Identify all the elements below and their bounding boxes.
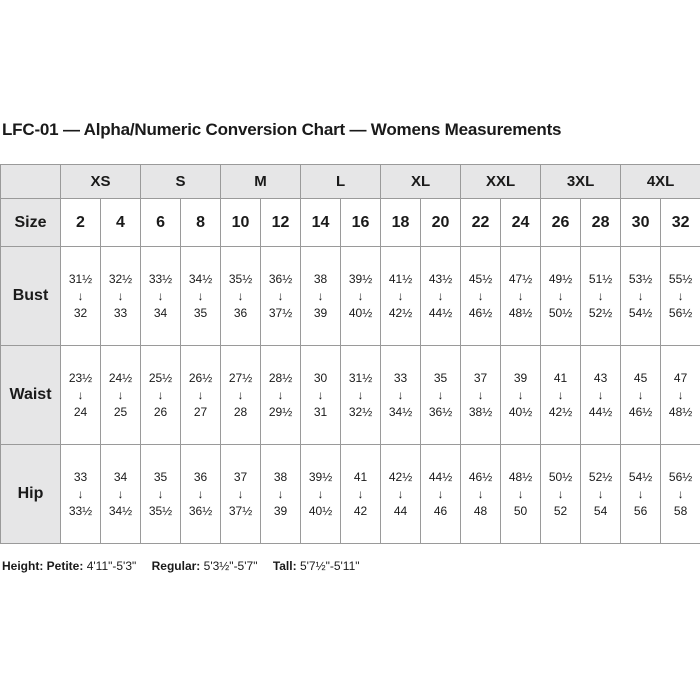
measurement-from: 49½: [548, 271, 573, 286]
measurement-cell: [661, 247, 700, 346]
measurement-to: 32½: [348, 404, 373, 419]
numeric-size-cell: 8: [181, 199, 221, 247]
arrow-down-icon: ↓: [117, 486, 124, 501]
measurement-from: 55½: [668, 271, 693, 286]
measurement-from: 35½: [228, 271, 253, 286]
measurement-from: 33: [393, 370, 408, 385]
numeric-size-cell: 4: [101, 199, 141, 247]
arrow-down-icon: ↓: [397, 486, 404, 501]
measurement-from: 34: [113, 469, 128, 484]
numeric-size-cell: 10: [221, 199, 261, 247]
measurement-to: 42: [353, 503, 368, 518]
numeric-size-cell: 12: [261, 199, 301, 247]
measurement-cell: [381, 445, 421, 544]
measurement-from: 35: [433, 370, 448, 385]
measurement-cell: [101, 247, 141, 346]
measurement-to: 42½: [388, 305, 413, 320]
measurement-cell: [541, 247, 581, 346]
measurement-cell: [421, 346, 461, 445]
numeric-size-cell: 16: [341, 199, 381, 247]
measurement-cell: [261, 247, 301, 346]
alpha-size-header: 4XL: [621, 165, 700, 199]
measurement-from: 28½: [268, 370, 293, 385]
numeric-size-cell: 22: [461, 199, 501, 247]
measurement-from: 45: [633, 370, 648, 385]
measurement-cell: [341, 445, 381, 544]
measurement-cell: [341, 346, 381, 445]
numeric-size-cell: 24: [501, 199, 541, 247]
measurement-to: 58: [673, 503, 688, 518]
measurement-to: 40½: [348, 305, 373, 320]
measurement-from: 38: [273, 469, 288, 484]
measurement-to: 34: [153, 305, 168, 320]
measurement-to: 52: [553, 503, 568, 518]
arrow-down-icon: ↓: [637, 486, 644, 501]
measurement-from: 37: [233, 469, 248, 484]
arrow-down-icon: ↓: [357, 288, 364, 303]
measurement-to: 54½: [628, 305, 653, 320]
measurement-to: 32: [73, 305, 88, 320]
petite-value: 4'11"-5'3": [86, 559, 137, 573]
measurement-cell: [381, 346, 421, 445]
measurement-to: 48½: [668, 404, 693, 419]
measurement-to: 39: [273, 503, 288, 518]
measurement-cell: [61, 445, 101, 544]
arrow-down-icon: ↓: [397, 387, 404, 402]
measurement-cell: [461, 445, 501, 544]
measurement-from: 36½: [268, 271, 293, 286]
measurement-from: 26½: [188, 370, 213, 385]
measurement-cell: [261, 445, 301, 544]
measurement-cell: [61, 247, 101, 346]
measurement-from: 24½: [108, 370, 133, 385]
measurement-from: 39: [513, 370, 528, 385]
measurement-cell: [381, 247, 421, 346]
measurement-cell: [581, 247, 621, 346]
measurement-row-hip: [1, 445, 700, 544]
measurement-to: 31: [313, 404, 328, 419]
measurement-from: 34½: [188, 271, 213, 286]
arrow-down-icon: ↓: [517, 486, 524, 501]
measurement-to: 46½: [468, 305, 493, 320]
measurement-from: 42½: [388, 469, 413, 484]
measurement-to: 27: [193, 404, 208, 419]
arrow-down-icon: ↓: [157, 486, 164, 501]
measurement-cell: [141, 247, 181, 346]
measurement-cell: [301, 445, 341, 544]
measurement-cell: [341, 247, 381, 346]
regular-label: Regular:: [151, 559, 201, 573]
measurement-from: 25½: [148, 370, 173, 385]
tall-value: 5'7½"-5'11": [299, 559, 360, 573]
arrow-down-icon: ↓: [357, 486, 364, 501]
measurement-cell: [501, 445, 541, 544]
arrow-down-icon: ↓: [197, 387, 204, 402]
arrow-down-icon: ↓: [157, 288, 164, 303]
arrow-down-icon: ↓: [277, 387, 284, 402]
alpha-size-row: [1, 165, 700, 199]
arrow-down-icon: ↓: [77, 486, 84, 501]
measurement-from: 27½: [228, 370, 253, 385]
measurement-from: 51½: [588, 271, 613, 286]
measurement-from: 33: [73, 469, 88, 484]
measurement-from: 43: [593, 370, 608, 385]
measurement-to: 26: [153, 404, 168, 419]
arrow-down-icon: ↓: [597, 387, 604, 402]
measurement-cell: [181, 346, 221, 445]
measurement-cell: [101, 346, 141, 445]
measurement-from: 36: [193, 469, 208, 484]
measurement-from: 47½: [508, 271, 533, 286]
arrow-down-icon: ↓: [237, 288, 244, 303]
arrow-down-icon: ↓: [237, 387, 244, 402]
measurement-to: 44: [393, 503, 408, 518]
arrow-down-icon: ↓: [77, 387, 84, 402]
arrow-down-icon: ↓: [437, 387, 444, 402]
arrow-down-icon: ↓: [117, 387, 124, 402]
measurement-to: 46: [433, 503, 448, 518]
conversion-table: [0, 164, 700, 544]
numeric-size-cell: 32: [661, 199, 700, 247]
measurement-to: 28: [233, 404, 248, 419]
numeric-size-cell: 2: [61, 199, 101, 247]
measurement-cell: [301, 346, 341, 445]
arrow-down-icon: ↓: [597, 288, 604, 303]
measurement-row-label: Waist: [1, 346, 61, 445]
arrow-down-icon: ↓: [437, 288, 444, 303]
measurement-cell: [101, 445, 141, 544]
arrow-down-icon: ↓: [597, 486, 604, 501]
numeric-size-cell: 28: [581, 199, 621, 247]
measurement-cell: [141, 346, 181, 445]
numeric-size-cell: 30: [621, 199, 661, 247]
measurement-from: 41: [553, 370, 568, 385]
measurement-to: 48: [473, 503, 488, 518]
alpha-size-header: XXL: [461, 165, 541, 199]
arrow-down-icon: ↓: [197, 486, 204, 501]
arrow-down-icon: ↓: [157, 387, 164, 402]
measurement-cell: [621, 247, 661, 346]
alpha-size-header: L: [301, 165, 381, 199]
measurement-from: 52½: [588, 469, 613, 484]
arrow-down-icon: ↓: [237, 486, 244, 501]
measurement-from: 31½: [348, 370, 373, 385]
measurement-cell: [421, 445, 461, 544]
measurement-to: 33½: [68, 503, 93, 518]
arrow-down-icon: ↓: [437, 486, 444, 501]
measurement-from: 46½: [468, 469, 493, 484]
measurement-cell: [661, 346, 700, 445]
measurement-to: 50½: [548, 305, 573, 320]
measurement-to: 56: [633, 503, 648, 518]
arrow-down-icon: ↓: [477, 387, 484, 402]
measurement-from: 32½: [108, 271, 133, 286]
measurement-from: 45½: [468, 271, 493, 286]
measurement-cell: [541, 346, 581, 445]
measurement-cell: [261, 346, 301, 445]
measurement-cell: [221, 346, 261, 445]
petite-label: Petite:: [46, 559, 84, 573]
measurement-from: 33½: [148, 271, 173, 286]
measurement-from: 31½: [68, 271, 93, 286]
measurement-from: 30: [313, 370, 328, 385]
arrow-down-icon: ↓: [637, 387, 644, 402]
measurement-to: 24: [73, 404, 88, 419]
arrow-down-icon: ↓: [557, 387, 564, 402]
alpha-size-header: M: [221, 165, 301, 199]
measurement-cell: [581, 346, 621, 445]
measurement-to: 34½: [108, 503, 133, 518]
corner-cell: [1, 165, 61, 199]
measurement-cell: [621, 346, 661, 445]
measurement-to: 35½: [148, 503, 173, 518]
measurement-from: 44½: [428, 469, 453, 484]
measurement-cell: [581, 445, 621, 544]
arrow-down-icon: ↓: [277, 288, 284, 303]
measurement-from: 50½: [548, 469, 573, 484]
measurement-from: 38: [313, 271, 328, 286]
measurement-from: 56½: [668, 469, 693, 484]
measurement-to: 25: [113, 404, 128, 419]
measurement-cell: [661, 445, 700, 544]
measurement-to: 44½: [588, 404, 613, 419]
measurement-to: 39: [313, 305, 328, 320]
measurement-to: 38½: [468, 404, 493, 419]
arrow-down-icon: ↓: [517, 288, 524, 303]
measurement-row-label: Bust: [1, 247, 61, 346]
alpha-size-header: 3XL: [541, 165, 621, 199]
measurement-from: 23½: [68, 370, 93, 385]
numeric-size-cell: 18: [381, 199, 421, 247]
chart-title: LFC-01 — Alpha/Numeric Conversion Chart — Womens Measurements: [2, 120, 562, 139]
measurement-cell: [541, 445, 581, 544]
height-footer: [2, 559, 372, 573]
arrow-down-icon: ↓: [277, 486, 284, 501]
measurement-cell: [501, 346, 541, 445]
numeric-size-cell: 26: [541, 199, 581, 247]
measurement-cell: [221, 247, 261, 346]
alpha-size-header: XS: [61, 165, 141, 199]
arrow-down-icon: ↓: [117, 288, 124, 303]
measurement-to: 50: [513, 503, 528, 518]
numeric-size-row: [1, 199, 700, 247]
measurement-from: 41: [353, 469, 368, 484]
arrow-down-icon: ↓: [517, 387, 524, 402]
measurement-to: 33: [113, 305, 128, 320]
measurement-cell: [421, 247, 461, 346]
regular-value: 5'3½"-5'7": [203, 559, 258, 573]
measurement-to: 42½: [548, 404, 573, 419]
measurement-from: 48½: [508, 469, 533, 484]
measurement-to: 46½: [628, 404, 653, 419]
measurement-cell: [461, 346, 501, 445]
arrow-down-icon: ↓: [397, 288, 404, 303]
arrow-down-icon: ↓: [477, 288, 484, 303]
numeric-size-cell: 14: [301, 199, 341, 247]
measurement-from: 39½: [308, 469, 333, 484]
arrow-down-icon: ↓: [357, 387, 364, 402]
measurement-from: 37: [473, 370, 488, 385]
measurement-to: 40½: [308, 503, 333, 518]
measurement-cell: [461, 247, 501, 346]
measurement-cell: [181, 247, 221, 346]
measurement-to: 37½: [268, 305, 293, 320]
size-row-label: Size: [1, 199, 61, 247]
measurement-cell: [181, 445, 221, 544]
arrow-down-icon: ↓: [677, 387, 684, 402]
measurement-from: 35: [153, 469, 168, 484]
arrow-down-icon: ↓: [197, 288, 204, 303]
arrow-down-icon: ↓: [317, 288, 324, 303]
measurement-to: 36: [233, 305, 248, 320]
measurement-from: 47: [673, 370, 688, 385]
measurement-to: 36½: [188, 503, 213, 518]
alpha-size-header: S: [141, 165, 221, 199]
measurement-from: 54½: [628, 469, 653, 484]
measurement-cell: [61, 346, 101, 445]
arrow-down-icon: ↓: [317, 486, 324, 501]
alpha-size-header: XL: [381, 165, 461, 199]
numeric-size-cell: 20: [421, 199, 461, 247]
arrow-down-icon: ↓: [637, 288, 644, 303]
measurement-to: 54: [593, 503, 608, 518]
measurement-to: 36½: [428, 404, 453, 419]
measurement-row-bust: [1, 247, 700, 346]
measurement-to: 34½: [388, 404, 413, 419]
measurement-from: 39½: [348, 271, 373, 286]
measurement-from: 41½: [388, 271, 413, 286]
measurement-to: 48½: [508, 305, 533, 320]
measurement-to: 56½: [668, 305, 693, 320]
arrow-down-icon: ↓: [557, 486, 564, 501]
measurement-to: 37½: [228, 503, 253, 518]
arrow-down-icon: ↓: [557, 288, 564, 303]
measurement-cell: [221, 445, 261, 544]
measurement-to: 29½: [268, 404, 293, 419]
measurement-cell: [141, 445, 181, 544]
arrow-down-icon: ↓: [677, 486, 684, 501]
measurement-from: 53½: [628, 271, 653, 286]
measurement-cell: [501, 247, 541, 346]
tall-label: Tall:: [272, 559, 297, 573]
measurement-from: 43½: [428, 271, 453, 286]
measurement-to: 52½: [588, 305, 613, 320]
arrow-down-icon: ↓: [317, 387, 324, 402]
height-label: Height:: [2, 559, 44, 573]
arrow-down-icon: ↓: [677, 288, 684, 303]
measurement-row-waist: [1, 346, 700, 445]
arrow-down-icon: ↓: [77, 288, 84, 303]
measurement-to: 44½: [428, 305, 453, 320]
measurement-row-label: Hip: [1, 445, 61, 544]
measurement-to: 40½: [508, 404, 533, 419]
numeric-size-cell: 6: [141, 199, 181, 247]
arrow-down-icon: ↓: [477, 486, 484, 501]
measurement-cell: [301, 247, 341, 346]
measurement-to: 35: [193, 305, 208, 320]
measurement-cell: [621, 445, 661, 544]
